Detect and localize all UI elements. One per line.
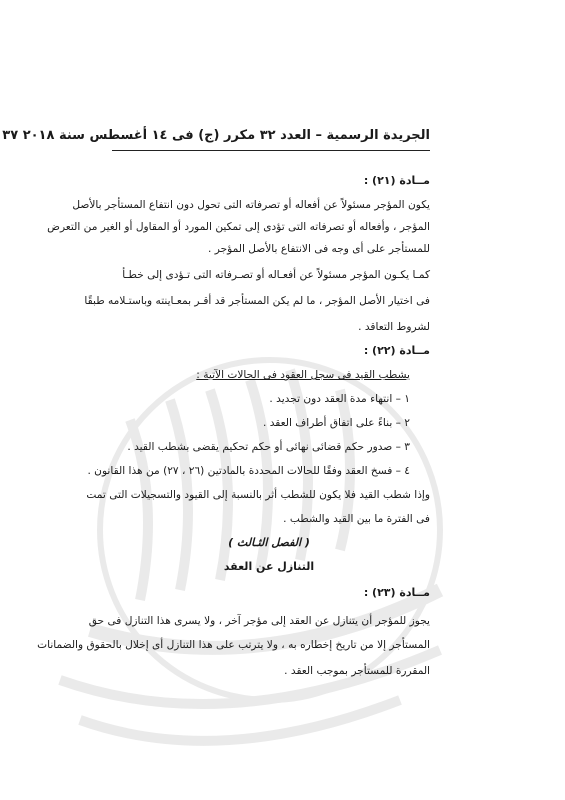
article-21-line: فى اختيار الأصل المؤجر ، ما لم يكن المستأجر قد أقـر بمعـاينته وباستـلامه طبقًا [84,295,430,307]
article-23-line: يجوز للمؤجر أن يتنازل عن العقد إلى مؤجر آخر ، ولا يسرى هذا التنازل فى حق [88,615,430,627]
article-21-line: للمستأجر على أى وجه فى الانتفاع بالأصل المؤجر . [207,243,430,255]
article-22-intro: يشطب القيد فى سجل العقود فى الحالات الآتية : [196,369,410,381]
article-21-line: كمـا يكـون المؤجر مسئولاً عن أفعـاله أو تصـرفاته التى تـؤدى إلى خطـأ [122,269,430,281]
header-rule [112,150,430,151]
article-22-closing-line: فى الفترة ما بين القيد والشطب . [283,513,430,525]
chapter-subtitle: التنازل عن العقد [223,560,315,573]
article-22-item: ١ – انتهاء مدة العقد دون تجديد . [269,393,410,405]
article-21-line: يكون المؤجر مسئولاً عن أفعاله أو تصرفاته التى تحول دون انتفاع المستأجر بالأصل [72,199,430,211]
article-22-item: ٣ – صدور حكم قضائى نهائى أو حكم تحكيم يقضى بشطب القيد . [127,441,410,453]
article-22-closing-line: وإذا شطب القيد فلا يكون للشطب أثر بالنسبة إلى القيود والتسجيلات التى تمت [86,489,430,501]
article-22-item: ٢ – بناءً على اتفاق أطراف العقد . [263,417,410,429]
page-header: الجريدة الرسمية – العدد ٣٢ مكرر (ج) فى ١٤ أغسطس سنة ٢٠١٨ ٣٧ [2,128,430,143]
article-23-title: مــادة (٢٣) : [363,586,430,599]
article-22-item: ٤ – فسخ العقد وفقًا للحالات المحددة بالمادتين (٢٦ ، ٢٧) من هذا القانون . [87,465,410,477]
article-23-line: المقررة للمستأجر بموجب العقد . [284,665,430,677]
article-21-line: لشروط التعاقد . [358,321,430,333]
chapter-title: ( الفصل الثـالث ) [228,536,310,549]
article-22-title: مــادة (٢٢) : [363,344,430,357]
article-23-line: المستأجر إلا من تاريخ إخطاره به ، ولا يترتب على هذا التنازل أى إخلال بالحقوق والضمانات [37,639,430,651]
article-21-title: مــادة (٢١) : [363,174,430,187]
article-21-line: المؤجر ، وأفعاله أو تصرفاته التى تؤدى إلى تمكين المورد أو المقاول أو الغير من التعرض [47,221,430,233]
